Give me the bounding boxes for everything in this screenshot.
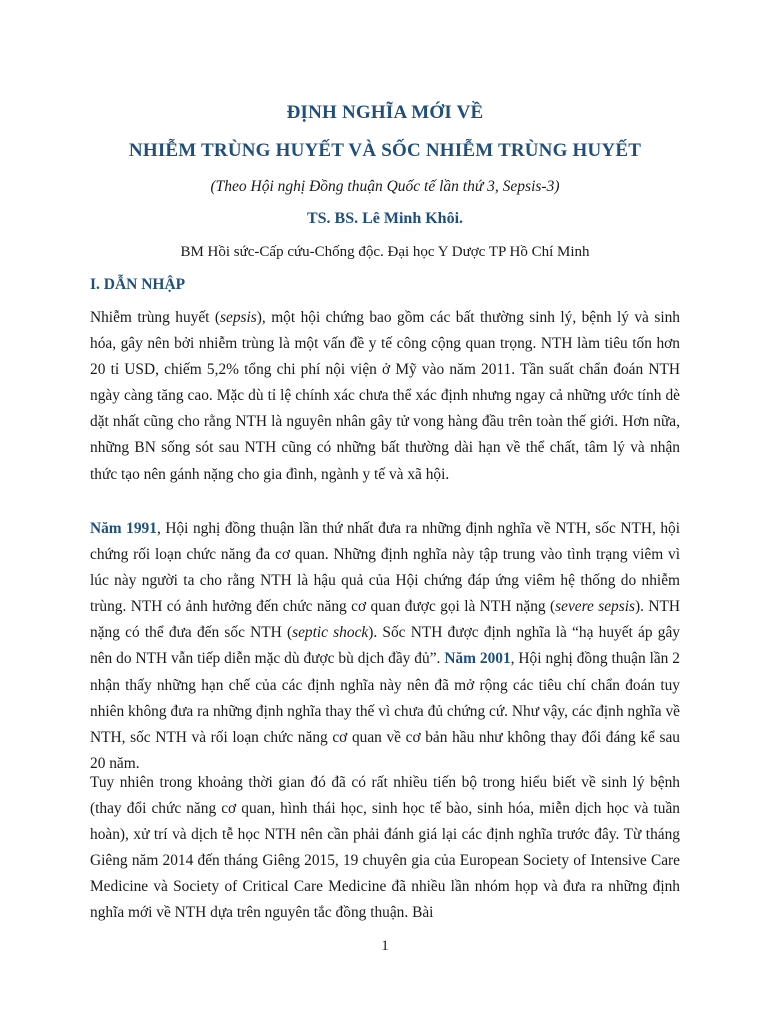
paragraph-3: Tuy nhiên trong khoảng thời gian đó đã có rất nhiều tiến bộ trong hiểu biết về sinh lý bệnh (thay đổi chức năng cơ quan, hình thái học, sinh học tế bào, sinh hóa, miễn dịch học và tuần hoàn), xử trí và dịch tễ học NTH nên cần phải đánh giá lại các định nghĩa trước đây. Từ tháng Giêng năm 2014 đến tháng Giêng 2015, 19 chuyên gia của European Society of Intensive Care Medicine và Society of Critical Care Medicine đã nhiều lần nhóm họp và đưa ra những định nghĩa mới về NTH dựa trên nguyên tắc đồng thuận. Bài (90, 774, 680, 922)
page-number: 1 (381, 938, 389, 954)
term-severe-sepsis: severe sepsis (555, 598, 636, 616)
year-2001: Năm 2001 (444, 650, 511, 668)
title-line-2: NHIỄM TRÙNG HUYẾT VÀ SỐC NHIỄM TRÙNG HUYẾT (128, 140, 642, 161)
title-line-1: ĐỊNH NGHĨA MỚI VỀ (286, 102, 484, 123)
subtitle: (Theo Hội nghị Đồng thuận Quốc tế lần thứ 3, Sepsis-3) (210, 178, 560, 195)
paragraph-2 (90, 516, 680, 777)
paragraph-1 (90, 305, 680, 488)
paragraph-1-part-c: ), một hội chứng bao gồm các bất thường sinh lý, bệnh lý và sinh hóa, gây nên bởi nhiễm trùng là một vấn đề y tế công cộng quan trọng. NTH làm tiêu tốn hơn 20 tỉ USD, chiếm 5,2% tổng chi phí nội viện ở Mỹ vào năm 2011. Tần suất chẩn đoán NTH ngày càng tăng cao. Mặc dù tỉ lệ chính xác chưa thể xác định nhưng ngay cả những ước tính dè dặt nhất cũng cho rằng NTH là nguyên nhân gây tử vong hàng đầu trên toàn thế giới. Hơn nữa, những BN sống sót sau NTH cũng có những bất thường dài hạn về thể chất, tâm lý và nhận thức tạo nên gánh nặng cho gia đình, ngành y tế và xã hội. (90, 309, 680, 483)
paragraph-1-term-sepsis: sepsis (220, 309, 257, 326)
section-heading: I. DẪN NHẬP (90, 276, 186, 293)
year-1991: Năm 1991 (90, 520, 157, 537)
document-page (90, 0, 680, 1024)
paragraph-2-part-e: ). Sốc NTH được định nghĩa là “hạ huyết áp gây nên do NTH vẫn tiếp diễn mặc dù được bù dịch đầy đủ”. (90, 624, 680, 668)
paragraph-1-part-a: Nhiễm trùng huyết ( (90, 309, 220, 326)
paragraph-2-part-c: ). NTH nặng có thể đưa đến sốc NTH ( (90, 598, 680, 642)
paragraph-2-part-f: , Hội nghị đồng thuận lần 2 nhận thấy những hạn chế của các định nghĩa này nên đã mở rộng các tiêu chí chẩn đoán tuy nhiên không đưa ra những định nghĩa thay thế vì chưa đủ chứng cứ. Như vậy, các định nghĩa về NTH, sốc NTH và rối loạn chức năng cơ quan về cơ bản hầu như không thay đổi đáng kể sau 20 năm. (90, 650, 680, 772)
affiliation: BM Hồi sức-Cấp cứu-Chống độc. Đại học Y Dược TP Hồ Chí Minh (180, 244, 590, 260)
author: TS. BS. Lê Minh Khôi. (306, 210, 464, 227)
paragraph-2-part-a: , Hội nghị đồng thuận lần thứ nhất đưa ra những định nghĩa về NTH, sốc NTH, hội chứng rối loạn chức năng đa cơ quan. Những định nghĩa này tập trung vào tình trạng viêm vì lúc này người ta cho rằng NTH là hậu quả của Hội chứng đáp ứng viêm hệ thống do nhiễm trùng. NTH có ảnh hưởng đến chức năng cơ quan được gọi là NTH nặng ( (90, 520, 680, 616)
term-septic-shock: septic shock (292, 624, 369, 642)
